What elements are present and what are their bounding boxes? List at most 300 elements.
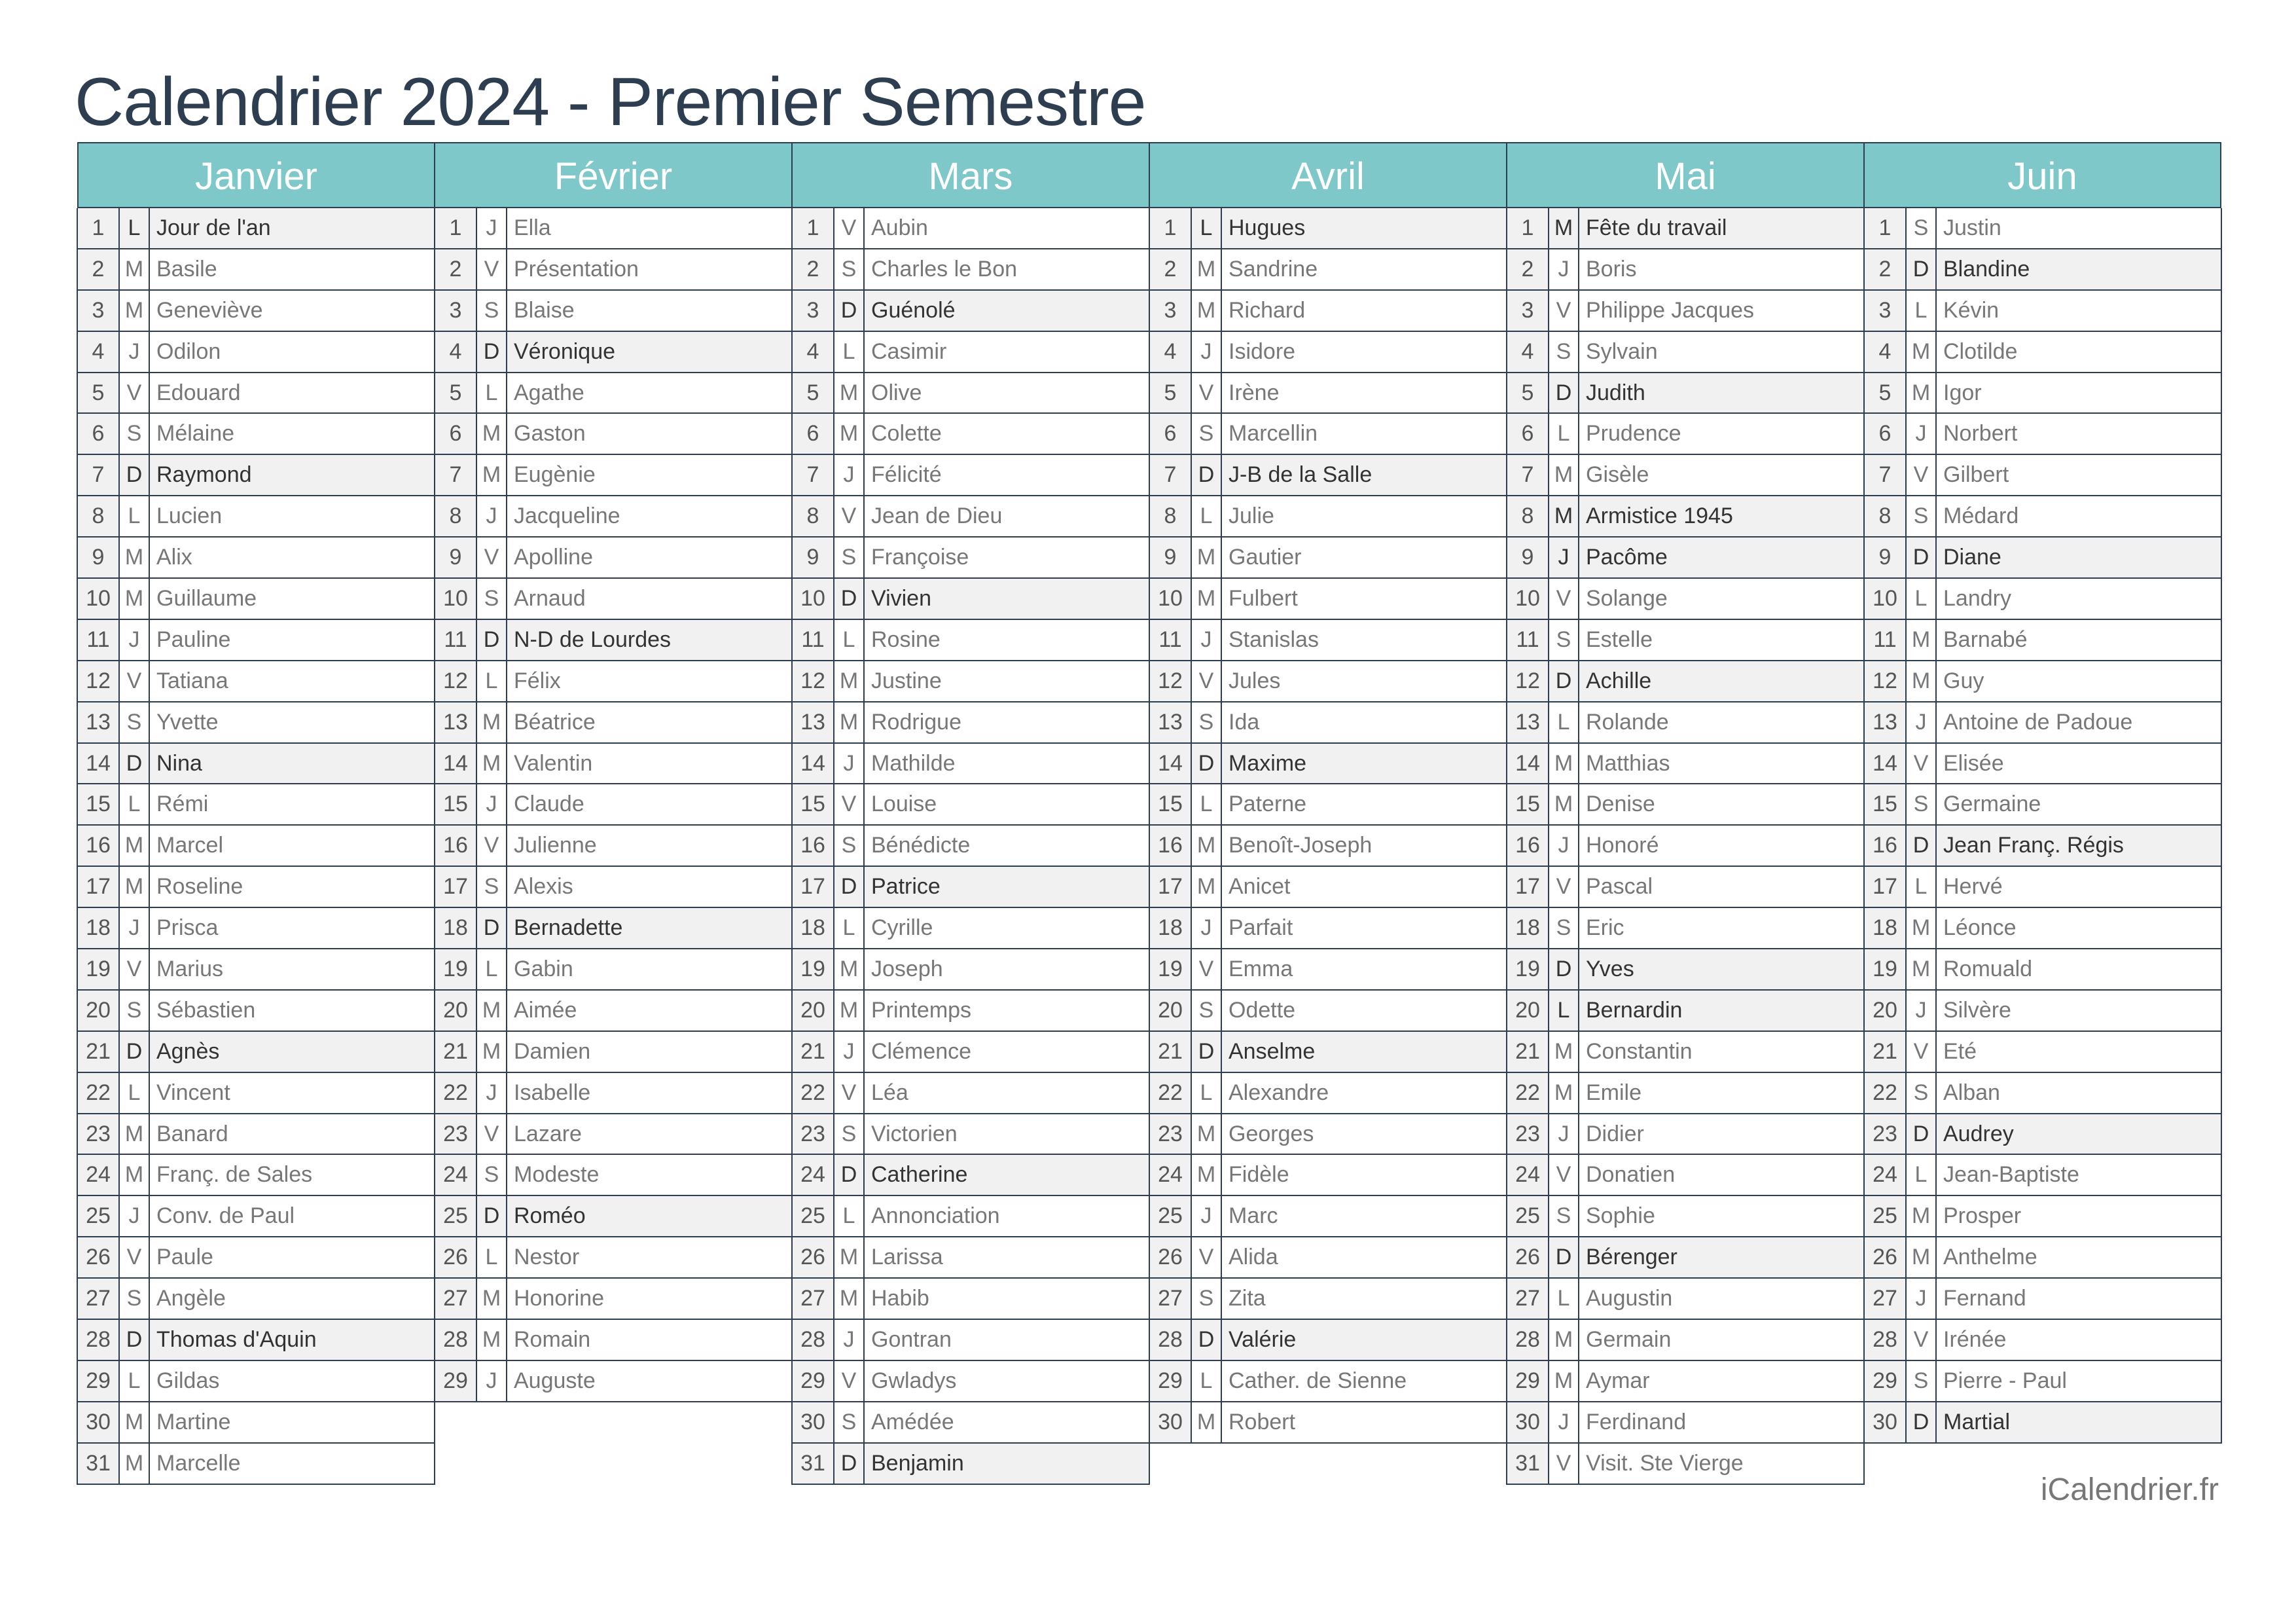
saint-name: Bérenger — [1579, 1237, 1863, 1277]
day-row — [1149, 1114, 1507, 1156]
day-number: 28 — [1865, 1320, 1907, 1360]
day-number: 22 — [1150, 1073, 1192, 1113]
day-row — [1506, 332, 1865, 373]
day-number: 8 — [1865, 496, 1907, 536]
day-number: 11 — [435, 620, 477, 660]
day-row — [1149, 496, 1507, 538]
month-column — [1149, 142, 1507, 1444]
day-row — [1863, 620, 2222, 661]
day-number: 27 — [1865, 1279, 1907, 1319]
weekday-letter: M — [834, 1279, 865, 1319]
day-row — [1863, 1155, 2222, 1196]
day-row — [1506, 249, 1865, 291]
day-number: 21 — [435, 1032, 477, 1072]
weekday-letter: J — [1549, 249, 1579, 289]
saint-name: Geneviève — [156, 297, 263, 323]
day-row — [791, 744, 1150, 785]
saint-name: Agathe — [514, 380, 584, 405]
day-row — [1506, 1444, 1865, 1485]
saint-name: Julienne — [514, 833, 597, 858]
day-row-highlighted — [77, 744, 435, 785]
saint-name: Gildas — [156, 1368, 220, 1393]
day-row — [791, 908, 1150, 949]
weekday-letter: S — [834, 538, 865, 577]
weekday-letter: M — [1549, 1073, 1579, 1113]
weekday-letter: L — [1192, 1073, 1222, 1113]
day-number: 27 — [78, 1279, 120, 1319]
saint-name: Fête du travail — [1579, 208, 1863, 248]
day-row — [77, 249, 435, 291]
day-number: 11 — [1507, 620, 1549, 660]
saint-name: Aimée — [514, 997, 577, 1023]
day-row — [77, 1073, 435, 1114]
saint-name: Silvère — [1943, 997, 2011, 1023]
day-row — [434, 702, 793, 744]
day-number: 11 — [793, 620, 834, 660]
saint-name: Marc — [1229, 1203, 1278, 1229]
weekday-letter: D — [1192, 455, 1222, 495]
weekday-letter: D — [120, 744, 150, 784]
day-row — [791, 991, 1150, 1032]
day-number: 6 — [435, 414, 477, 454]
day-number: 13 — [793, 702, 834, 742]
day-row — [1149, 1237, 1507, 1279]
saint-name: Roméo — [507, 1196, 791, 1236]
weekday-letter: D — [120, 455, 150, 495]
day-row — [1506, 1032, 1865, 1073]
saint-name: Irénée — [1943, 1326, 2007, 1352]
saint-name: Guillaume — [156, 585, 257, 611]
day-row — [434, 1032, 793, 1073]
saint-name: Emma — [1229, 956, 1293, 981]
day-number: 24 — [1150, 1155, 1192, 1195]
weekday-letter: J — [834, 455, 865, 495]
weekday-letter: J — [1907, 991, 1937, 1030]
day-row — [791, 826, 1150, 867]
saint-name: Gabin — [514, 956, 573, 981]
day-number: 15 — [1150, 784, 1192, 824]
day-row — [1149, 579, 1507, 620]
day-number: 2 — [1865, 249, 1907, 289]
weekday-letter: L — [1907, 1155, 1937, 1195]
weekday-letter: J — [477, 496, 507, 536]
weekday-letter: M — [834, 702, 865, 742]
day-row — [791, 1279, 1150, 1320]
day-row — [1506, 291, 1865, 332]
month-header: Juin — [1864, 142, 2221, 208]
day-row — [77, 908, 435, 949]
day-number: 17 — [1507, 867, 1549, 907]
weekday-letter: V — [834, 208, 865, 248]
month-column — [1864, 142, 2221, 1444]
saint-name: Tatiana — [156, 668, 228, 693]
saint-name: Thomas d'Aquin — [150, 1320, 434, 1360]
day-number: 15 — [1507, 784, 1549, 824]
day-row-highlighted — [1506, 661, 1865, 702]
weekday-letter: L — [120, 784, 150, 824]
weekday-letter: J — [477, 1073, 507, 1113]
day-number: 26 — [1150, 1237, 1192, 1277]
day-row — [1506, 620, 1865, 661]
weekday-letter: V — [1549, 1444, 1579, 1484]
saint-name: Fulbert — [1229, 585, 1298, 611]
weekday-letter: M — [1549, 496, 1579, 536]
weekday-letter: M — [120, 867, 150, 907]
day-number: 30 — [78, 1402, 120, 1442]
day-row — [1863, 208, 2222, 249]
day-number: 9 — [1865, 538, 1907, 577]
day-number: 11 — [78, 620, 120, 660]
saint-name: Diane — [1937, 538, 2221, 577]
day-number: 21 — [793, 1032, 834, 1072]
day-row — [434, 867, 793, 908]
day-row — [77, 579, 435, 620]
weekday-letter: M — [477, 1279, 507, 1319]
day-row — [77, 414, 435, 455]
weekday-letter: L — [1907, 579, 1937, 619]
weekday-letter: V — [834, 1361, 865, 1401]
day-number: 21 — [1150, 1032, 1192, 1072]
day-row-highlighted — [791, 1444, 1150, 1485]
day-number: 19 — [1507, 949, 1549, 989]
weekday-letter: S — [1907, 1361, 1937, 1401]
day-number: 22 — [1507, 1073, 1549, 1113]
day-row — [1506, 455, 1865, 496]
saint-name: Visit. Ste Vierge — [1586, 1450, 1744, 1476]
weekday-letter: M — [120, 1114, 150, 1154]
weekday-letter: D — [477, 908, 507, 948]
day-row-highlighted — [434, 620, 793, 661]
day-row-highlighted — [1506, 949, 1865, 991]
weekday-letter: V — [120, 1237, 150, 1277]
weekday-letter: M — [1192, 1114, 1222, 1154]
weekday-letter: J — [1549, 826, 1579, 866]
saint-name: Marius — [156, 956, 224, 981]
day-number: 23 — [1507, 1114, 1549, 1154]
day-number: 1 — [1150, 208, 1192, 248]
saint-name: Guénolé — [865, 291, 1149, 331]
saint-name: Aubin — [871, 215, 928, 240]
day-number: 26 — [78, 1237, 120, 1277]
saint-name: Anicet — [1229, 874, 1291, 900]
saint-name: Odilon — [156, 338, 221, 364]
day-number: 4 — [1507, 332, 1549, 372]
saint-name: Léonce — [1943, 915, 2017, 941]
day-row — [791, 1196, 1150, 1237]
day-row — [1863, 414, 2222, 455]
day-row — [1863, 1032, 2222, 1073]
day-row — [1506, 1279, 1865, 1320]
day-row-highlighted — [1506, 496, 1865, 538]
weekday-letter: S — [1907, 784, 1937, 824]
weekday-letter: J — [477, 208, 507, 248]
day-row — [1149, 1155, 1507, 1196]
day-row — [77, 496, 435, 538]
saint-name: Bernardin — [1579, 991, 1863, 1030]
day-row — [77, 332, 435, 373]
saint-name: Yvette — [156, 709, 219, 735]
saint-name: Catherine — [865, 1155, 1149, 1195]
weekday-letter: D — [1549, 1237, 1579, 1277]
day-row — [434, 744, 793, 785]
weekday-letter: D — [834, 291, 865, 331]
day-row — [1506, 579, 1865, 620]
saint-name: Rosine — [871, 627, 941, 652]
saint-name: Arnaud — [514, 585, 586, 611]
weekday-letter: V — [1192, 1237, 1222, 1277]
day-number: 17 — [1865, 867, 1907, 907]
weekday-letter: M — [120, 291, 150, 331]
day-row-highlighted — [791, 1155, 1150, 1196]
weekday-letter: L — [477, 1237, 507, 1277]
weekday-letter: D — [120, 1320, 150, 1360]
day-row — [77, 702, 435, 744]
weekday-letter: M — [1549, 744, 1579, 784]
saint-name: Gontran — [871, 1326, 952, 1352]
weekday-letter: V — [477, 826, 507, 866]
day-row — [1149, 1073, 1507, 1114]
day-row — [1863, 991, 2222, 1032]
day-number: 2 — [793, 249, 834, 289]
day-row — [77, 1402, 435, 1444]
weekday-letter: M — [120, 1444, 150, 1484]
day-row-highlighted — [434, 332, 793, 373]
day-number: 19 — [1150, 949, 1192, 989]
day-row — [1863, 1073, 2222, 1114]
day-row — [1506, 1196, 1865, 1237]
day-number: 9 — [435, 538, 477, 577]
day-row-highlighted — [1863, 538, 2222, 579]
day-number: 8 — [1507, 496, 1549, 536]
day-row — [77, 1279, 435, 1320]
weekday-letter: D — [1907, 1402, 1937, 1442]
saint-name: Valentin — [514, 750, 593, 776]
day-number: 4 — [78, 332, 120, 372]
saint-name: Emile — [1586, 1080, 1642, 1105]
day-number: 22 — [793, 1073, 834, 1113]
saint-name: Mathilde — [871, 750, 956, 776]
saint-name: Olive — [871, 380, 922, 405]
day-row — [1863, 455, 2222, 496]
day-row — [1863, 908, 2222, 949]
saint-name: Audrey — [1937, 1114, 2221, 1154]
day-row — [791, 1032, 1150, 1073]
weekday-letter: S — [477, 291, 507, 331]
saint-name: Eric — [1586, 915, 1624, 941]
day-number: 7 — [78, 455, 120, 495]
day-number: 23 — [78, 1114, 120, 1154]
weekday-letter: M — [1192, 1155, 1222, 1195]
weekday-letter: S — [1192, 414, 1222, 454]
saint-name: Martial — [1937, 1402, 2221, 1442]
day-row — [1506, 908, 1865, 949]
weekday-letter: J — [1907, 414, 1937, 454]
saint-name: Charles le Bon — [871, 256, 1018, 282]
day-number: 1 — [793, 208, 834, 248]
day-row — [1863, 784, 2222, 826]
day-row — [1863, 949, 2222, 991]
day-row — [77, 826, 435, 867]
day-row — [791, 1114, 1150, 1156]
day-number: 13 — [435, 702, 477, 742]
day-row — [1149, 867, 1507, 908]
day-row — [434, 1073, 793, 1114]
day-row — [434, 1361, 793, 1402]
day-number: 28 — [793, 1320, 834, 1360]
day-number: 3 — [1507, 291, 1549, 331]
weekday-letter: S — [834, 249, 865, 289]
saint-name: Solange — [1586, 585, 1668, 611]
day-row-highlighted — [1863, 1402, 2222, 1444]
weekday-letter: M — [1907, 332, 1937, 372]
saint-name: Maxime — [1222, 744, 1506, 784]
weekday-letter: S — [1549, 1196, 1579, 1236]
weekday-letter: L — [1192, 784, 1222, 824]
saint-name: Achille — [1579, 661, 1863, 701]
saint-name: Prudence — [1586, 421, 1681, 447]
day-number: 21 — [78, 1032, 120, 1072]
saint-name: Modeste — [514, 1162, 600, 1188]
day-number: 15 — [435, 784, 477, 824]
saint-name: Bénédicte — [871, 833, 971, 858]
saint-name: Igor — [1943, 380, 1982, 405]
day-row — [77, 1114, 435, 1156]
day-row — [791, 1320, 1150, 1361]
weekday-letter: M — [120, 579, 150, 619]
month-column — [792, 142, 1149, 1485]
saint-name: Pierre - Paul — [1943, 1368, 2067, 1393]
day-number: 6 — [793, 414, 834, 454]
saint-name: Alexis — [514, 874, 573, 900]
saint-name: Isidore — [1229, 338, 1296, 364]
day-number: 4 — [1865, 332, 1907, 372]
weekday-letter: S — [1907, 496, 1937, 536]
weekday-letter: V — [120, 661, 150, 701]
day-number: 7 — [1507, 455, 1549, 495]
saint-name: Jules — [1229, 668, 1281, 693]
saint-name: Parfait — [1229, 915, 1293, 941]
weekday-letter: J — [1549, 1114, 1579, 1154]
day-number: 20 — [1150, 991, 1192, 1030]
saint-name: Rodrigue — [871, 709, 961, 735]
day-row — [77, 1361, 435, 1402]
day-row — [1506, 1155, 1865, 1196]
saint-name: Isabelle — [514, 1080, 591, 1105]
day-number: 8 — [78, 496, 120, 536]
weekday-letter: J — [1192, 332, 1222, 372]
weekday-letter: M — [1907, 373, 1937, 413]
saint-name: Constantin — [1586, 1038, 1693, 1064]
day-number: 14 — [78, 744, 120, 784]
day-number: 14 — [1150, 744, 1192, 784]
saint-name: Léa — [871, 1080, 908, 1105]
weekday-letter: M — [1907, 620, 1937, 660]
saint-name: Romain — [514, 1326, 591, 1352]
day-number: 31 — [78, 1444, 120, 1484]
day-number: 21 — [1507, 1032, 1549, 1072]
weekday-letter: V — [477, 538, 507, 577]
day-number: 3 — [78, 291, 120, 331]
day-number: 16 — [435, 826, 477, 866]
day-number: 16 — [793, 826, 834, 866]
weekday-letter: V — [1192, 373, 1222, 413]
saint-name: Valérie — [1222, 1320, 1506, 1360]
weekday-letter: J — [834, 1320, 865, 1360]
saint-name: Zita — [1229, 1286, 1266, 1311]
day-row — [1863, 373, 2222, 414]
weekday-letter: D — [1907, 249, 1937, 289]
day-row — [434, 579, 793, 620]
day-number: 1 — [435, 208, 477, 248]
day-number: 5 — [1865, 373, 1907, 413]
day-row — [1149, 373, 1507, 414]
day-number: 9 — [1150, 538, 1192, 577]
saint-name: Félix — [514, 668, 561, 693]
weekday-letter: D — [834, 1444, 865, 1484]
weekday-letter: S — [120, 991, 150, 1030]
saint-name: Alexandre — [1229, 1080, 1329, 1105]
day-number: 28 — [435, 1320, 477, 1360]
day-number: 28 — [78, 1320, 120, 1360]
day-number: 5 — [793, 373, 834, 413]
weekday-letter: L — [834, 332, 865, 372]
saint-name: Habib — [871, 1286, 929, 1311]
weekday-letter: V — [1549, 867, 1579, 907]
weekday-letter: L — [1907, 291, 1937, 331]
saint-name: Norbert — [1943, 421, 2018, 447]
day-number: 14 — [435, 744, 477, 784]
saint-name: Fernand — [1943, 1286, 2026, 1311]
day-number: 25 — [1865, 1196, 1907, 1236]
weekday-letter: L — [120, 496, 150, 536]
weekday-letter: J — [120, 908, 150, 948]
day-number: 20 — [1865, 991, 1907, 1030]
saint-name: Fidèle — [1229, 1162, 1289, 1188]
saint-name: Gautier — [1229, 545, 1302, 570]
weekday-letter: V — [120, 373, 150, 413]
day-number: 28 — [1150, 1320, 1192, 1360]
day-row — [791, 1237, 1150, 1279]
saint-name: Alix — [156, 545, 192, 570]
saint-name: Yves — [1579, 949, 1863, 989]
day-row — [77, 538, 435, 579]
saint-name: Sophie — [1586, 1203, 1655, 1229]
weekday-letter: V — [1192, 949, 1222, 989]
weekday-letter: D — [1549, 661, 1579, 701]
day-row — [791, 784, 1150, 826]
weekday-letter: S — [1192, 991, 1222, 1030]
saint-name: Pauline — [156, 627, 231, 652]
weekday-letter: M — [1907, 949, 1937, 989]
day-number: 20 — [1507, 991, 1549, 1030]
weekday-letter: L — [1549, 1279, 1579, 1319]
day-row — [434, 991, 793, 1032]
day-number: 14 — [1507, 744, 1549, 784]
weekday-letter: M — [120, 1155, 150, 1195]
day-number: 4 — [1150, 332, 1192, 372]
weekday-letter: M — [120, 826, 150, 866]
weekday-letter: M — [1907, 1196, 1937, 1236]
day-row-highlighted — [77, 1320, 435, 1361]
weekday-letter: J — [834, 744, 865, 784]
weekday-letter: M — [1549, 1032, 1579, 1072]
saint-name: Cyrille — [871, 915, 933, 941]
day-number: 10 — [435, 579, 477, 619]
month-header: Février — [435, 142, 792, 208]
weekday-letter: L — [1192, 496, 1222, 536]
saint-name: Jean de Dieu — [871, 503, 1003, 529]
saint-name: Anselme — [1222, 1032, 1506, 1072]
